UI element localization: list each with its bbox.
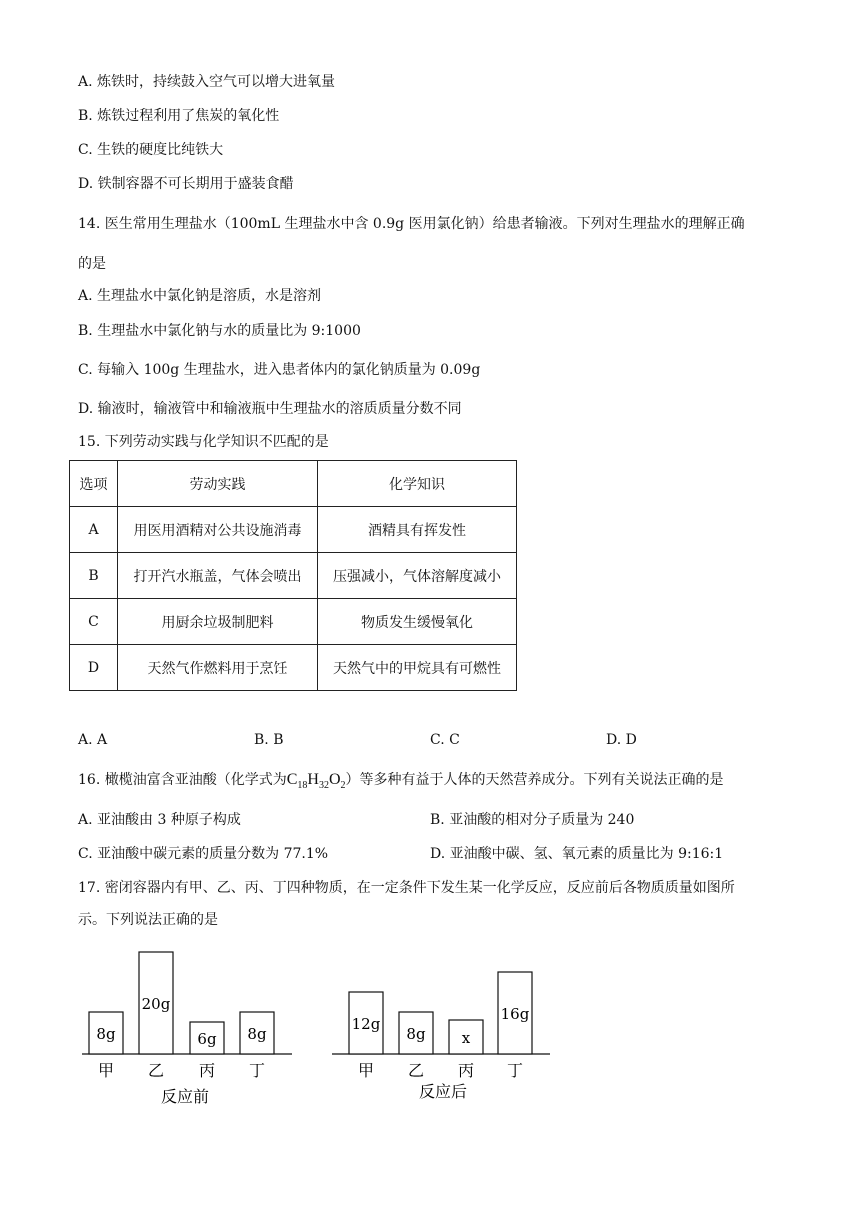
q17-stem-line2: 示。下列说法正确的是 — [78, 912, 218, 928]
before-bar-value: 8g — [247, 1025, 267, 1043]
q15-choice-a: A. A — [78, 732, 108, 748]
before-group — [89, 952, 274, 1080]
table-cell: 打开汽水瓶盖，气体会喷出 — [118, 553, 318, 599]
q14-option-c: C. 每输入 100g 生理盐水，进入患者体内的氯化钠质量为 0.09g — [78, 362, 481, 378]
q16-stem — [78, 770, 724, 796]
q16-formula: $C_{18}H_{32}O_2$ — [286, 771, 346, 792]
table-header-cell: 劳动实践 — [118, 461, 318, 507]
after-bar-value: 16g — [500, 1005, 530, 1023]
table-cell: 天然气作燃料用于烹饪 — [118, 645, 318, 691]
after-bar-label: 甲 — [357, 1061, 375, 1080]
before-bar-label: 丙 — [198, 1061, 216, 1080]
q16-option-c: C. 亚油酸中碳元素的质量分数为 77.1% — [78, 846, 329, 862]
table-header-cell: 选项 — [70, 461, 118, 507]
table-cell: D — [70, 645, 118, 691]
q17-stem-line1: 17. 密闭容器内有甲、乙、丙、丁四种物质，在一定条件下发生某一化学反应，反应前后各物质质量如图所 — [78, 880, 735, 896]
after-bar-label: 乙 — [407, 1061, 425, 1080]
q16-stem-pre: 16. 橄榄油富含亚油酸（化学式为 — [78, 772, 287, 788]
q13-option-b: B. 炼铁过程利用了焦炭的氧化性 — [78, 108, 280, 124]
after-bar-value: 8g — [406, 1025, 426, 1043]
before-bar-label: 甲 — [97, 1061, 115, 1080]
q14-option-d: D. 输液时，输液管中和输液瓶中生理盐水的溶质质量分数不同 — [78, 401, 462, 417]
table-cell: 天然气中的甲烷具有可燃性 — [318, 645, 517, 691]
table-row — [70, 645, 517, 691]
table-cell: 酒精具有挥发性 — [318, 507, 517, 553]
after-bar-value: x — [461, 1029, 471, 1047]
after-bar-label: 丙 — [457, 1061, 475, 1080]
after-bar-label: 丁 — [506, 1061, 524, 1080]
before-bar-value: 6g — [197, 1030, 217, 1048]
q17-figure — [70, 940, 590, 1110]
table-cell: C — [70, 599, 118, 645]
q14-stem-line2: 的是 — [78, 256, 106, 272]
after-group — [349, 972, 532, 1080]
table-cell: B — [70, 553, 118, 599]
before-bar-value: 8g — [96, 1025, 116, 1043]
q15-stem: 15. 下列劳动实践与化学知识不匹配的是 — [78, 434, 329, 450]
q13-option-d: D. 铁制容器不可长期用于盛装食醋 — [78, 176, 294, 192]
table-cell: 物质发生缓慢氧化 — [318, 599, 517, 645]
table-row — [70, 553, 517, 599]
before-bar-value: 20g — [141, 995, 171, 1013]
q16-option-b: B. 亚油酸的相对分子质量为 240 — [430, 812, 635, 828]
q16-option-d: D. 亚油酸中碳、氢、氧元素的质量比为 9:16:1 — [430, 846, 724, 862]
before-bar-label: 乙 — [147, 1061, 165, 1080]
table-row — [70, 599, 517, 645]
after-bar-value: 12g — [351, 1015, 381, 1033]
q13-option-a: A. 炼铁时，持续鼓入空气可以增大进氧量 — [78, 74, 336, 90]
q16-option-a: A. 亚油酸由 3 种原子构成 — [78, 812, 241, 828]
after-caption: 反应后 — [418, 1082, 468, 1101]
q14-option-a: A. 生理盐水中氯化钠是溶质，水是溶剂 — [78, 288, 322, 304]
table-header-row — [70, 461, 517, 507]
q15-choice-d: D. D — [606, 732, 637, 748]
table-cell: 用医用酒精对公共设施消毒 — [118, 507, 318, 553]
table-cell: 压强减小，气体溶解度减小 — [318, 553, 517, 599]
table-header-cell: 化学知识 — [318, 461, 517, 507]
q13-option-c: C. 生铁的硬度比纯铁大 — [78, 142, 224, 158]
before-caption: 反应前 — [160, 1087, 210, 1106]
table-cell: 用厨余垃圾制肥料 — [118, 599, 318, 645]
q14-stem-line1: 14. 医生常用生理盐水（100mL 生理盐水中含 0.9g 医用氯化钠）给患者输液。下列对生理盐水的理解正确 — [78, 216, 745, 232]
q16-stem-post: ）等多种有益于人体的天然营养成分。下列有关说法正确的是 — [345, 772, 724, 788]
before-bar-label: 丁 — [248, 1061, 266, 1080]
table-cell: A — [70, 507, 118, 553]
q15-choice-b: B. B — [254, 732, 284, 748]
q15-choice-c: C. C — [430, 732, 460, 748]
table-row — [70, 507, 517, 553]
q15-table — [69, 460, 517, 691]
q14-option-b: B. 生理盐水中氯化钠与水的质量比为 9:1000 — [78, 323, 361, 339]
